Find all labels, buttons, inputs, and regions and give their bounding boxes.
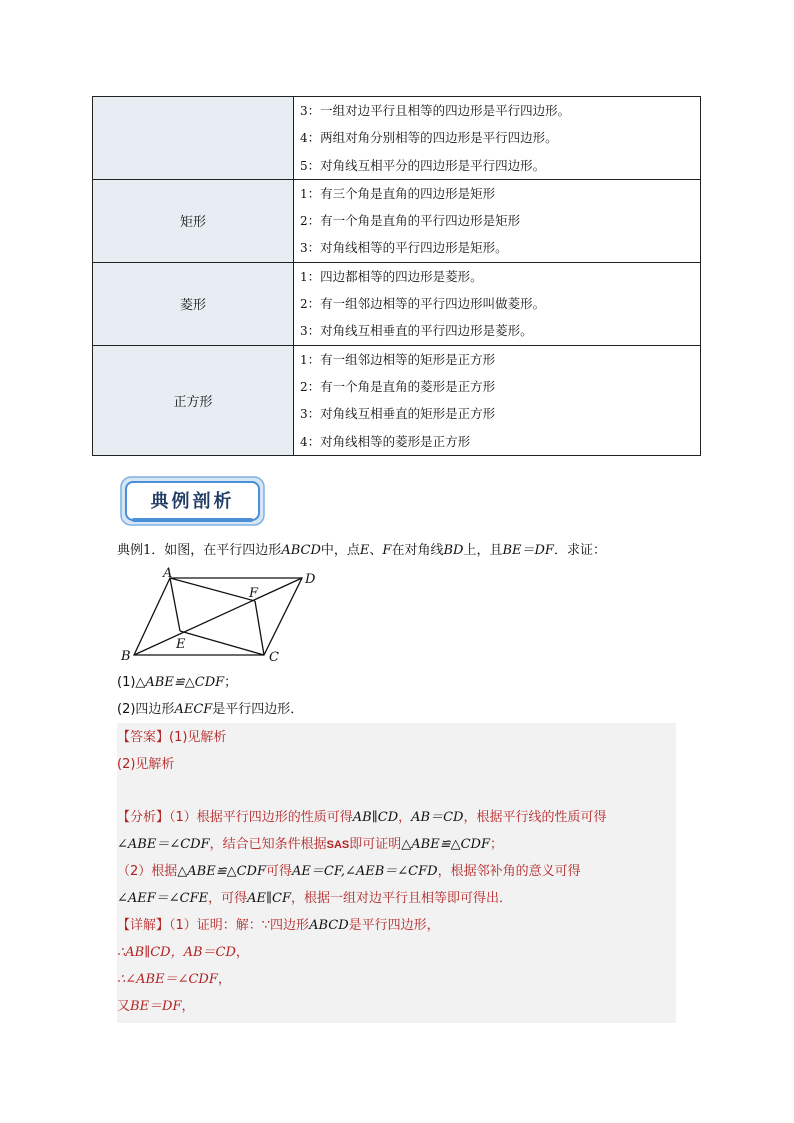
shape-name-cell: 矩形 <box>93 179 294 262</box>
detail-line-1: 【详解】（1）证明：解：∵四边形ABCD是平行四边形， <box>117 918 440 933</box>
detail-line-4: 又BE＝DF， <box>117 999 195 1014</box>
segment-fc <box>255 601 264 655</box>
segment-af <box>170 578 255 601</box>
detail-line-2: ∴AB∥CD，AB＝CD， <box>117 945 249 960</box>
criteria-list <box>294 179 701 262</box>
criterion-item: 5：对角线互相平分的四边形是平行四边形。 <box>300 157 546 173</box>
analysis-line-1: 【分析】（1）根据平行四边形的性质可得AB∥CD，AB＝CD，根据平行线的性质可得 <box>117 810 607 825</box>
criteria-list <box>294 345 701 455</box>
shape-name-cell: 正方形 <box>93 345 294 455</box>
criterion-item: 3：一组对边平行且相等的四边形是平行四边形。 <box>300 103 571 118</box>
criterion-item: 2：有一组邻边相等的平行四边形叫做菱形。 <box>300 296 546 312</box>
segment-ae <box>170 578 180 631</box>
criteria-list <box>294 262 701 345</box>
sub-question-2: (2)四边形AECF是平行四边形． <box>117 702 304 717</box>
shape-name-cell <box>93 97 294 180</box>
parallelogram-figure <box>112 566 332 666</box>
analysis-line-3: （2）根据△ABE≌△CDF可得AE＝CF,∠AEB＝∠CFD，根据邻补角的意义可得 <box>117 864 581 879</box>
label-e: E <box>176 637 186 652</box>
label-c: C <box>269 650 279 665</box>
criterion-item: 3：对角线互相垂直的矩形是正方形 <box>300 406 496 422</box>
table-row <box>93 345 701 455</box>
section-banner <box>120 475 265 527</box>
label-b: B <box>121 649 131 664</box>
criteria-list <box>294 97 701 180</box>
label-d: D <box>305 572 316 587</box>
label-f: F <box>249 586 259 601</box>
sub-question-1: (1)△ABE≌△CDF； <box>117 675 238 690</box>
analysis-tag: 【分析】 <box>117 810 170 825</box>
criterion-item: 1：有三个角是直角的四边形是矩形 <box>300 185 496 201</box>
label-a: A <box>163 566 173 581</box>
answer-line-1: 【答案】(1)见解析 <box>117 730 227 745</box>
shape-name-cell: 菱形 <box>93 262 294 345</box>
segment-ec <box>180 631 264 655</box>
criterion-item: 3：对角线互相垂直的平行四边形是菱形。 <box>300 323 533 339</box>
example-question: 典例1．如图，在平行四边形ABCD中，点E、F在对角线BD上，且BE＝DF．求证： <box>117 543 606 558</box>
detail-line-3: ∴∠ABE＝∠CDF， <box>117 972 231 987</box>
answer-tag: 【答案】 <box>117 730 170 745</box>
table-row <box>93 179 701 262</box>
criterion-item: 1：有一组邻边相等的矩形是正方形 <box>300 351 496 367</box>
table-row <box>93 97 701 180</box>
criterion-item: 4：两组对角分别相等的四边形是平行四边形。 <box>300 130 558 146</box>
table-row <box>93 262 701 345</box>
criterion-item: 2：有一个角是直角的菱形是正方形 <box>300 378 496 394</box>
banner-title: 典例剖析 <box>150 491 235 512</box>
criteria-table <box>92 96 701 456</box>
answer-line-2: (2)见解析 <box>117 757 175 772</box>
diagonal-bd <box>134 578 302 655</box>
criterion-item: 2：有一个角是直角的平行四边形是矩形 <box>300 213 521 229</box>
detail-tag: 【详解】 <box>117 918 170 933</box>
analysis-line-4: ∠AEF＝∠CFE，可得AE∥CF，根据一组对边平行且相等即可得出． <box>117 891 513 906</box>
criterion-item: 3：对角线相等的平行四边形是矩形。 <box>300 240 508 256</box>
analysis-line-2: ∠ABE＝∠CDF，结合已知条件根据SAS即可证明△ABE≌△CDF； <box>117 837 503 852</box>
criterion-item: 1：四边都相等的四边形是菱形。 <box>300 268 483 284</box>
criterion-item: 4：对角线相等的菱形是正方形 <box>300 433 471 449</box>
